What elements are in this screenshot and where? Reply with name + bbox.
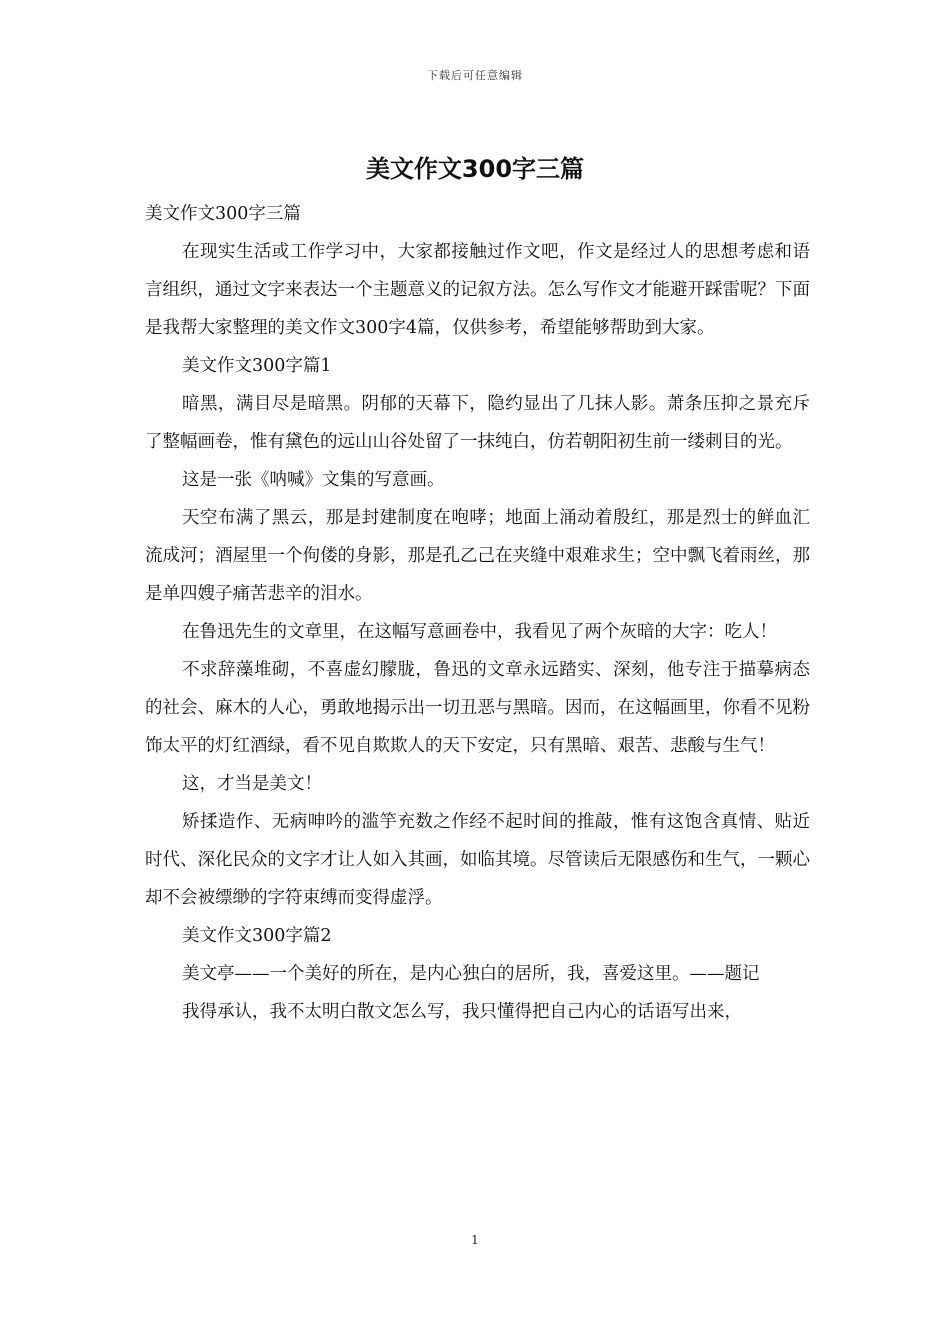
paragraph: 矫揉造作、无病呻吟的滥竽充数之作经不起时间的推敲，惟有这饱含真情、贴近时代、深化民众的文字才让人如入其画，如临其境。尽管读后无限感伤和生气，一颗心却不会被缥缈的字符束缚而变得虚浮。 (145, 812, 810, 908)
section-heading: 美文作文300字篇1 (182, 356, 332, 376)
header-note: 下载后可任意编辑 (427, 69, 523, 82)
paragraph: 美文亭——一个美好的所在，是内心独白的居所，我，喜爱这里。——题记 (182, 964, 760, 984)
document-title: 美文作文300字三篇 (365, 155, 585, 183)
paragraph: 我得承认，我不太明白散文怎么写，我只懂得把自己内心的话语写出来， (182, 1002, 742, 1022)
paragraph: 这，才当是美文！ (182, 774, 322, 794)
document-body (145, 195, 810, 1031)
paragraph: 这是一张《呐喊》文集的写意画。 (182, 470, 445, 490)
section-heading: 美文作文300字篇2 (182, 926, 332, 946)
paragraph: 不求辞藻堆砌，不喜虚幻朦胧，鲁迅的文章永远踏实、深刻，他专注于描摹病态的社会、麻木的人心，勇敢地揭示出一切丑恶与黑暗。因而，在这幅画里，你看不见粉饰太平的灯红酒绿，看不见自欺欺人的天下安定，只有黑暗、艰苦、悲酸与生气！ (145, 660, 810, 756)
paragraph: 在现实生活或工作学习中，大家都接触过作文吧，作文是经过人的思想考虑和语言组织，通过文字来表达一个主题意义的记叙方法。怎么写作文才能避开踩雷呢？下面是我帮大家整理的美文作文300字4篇，仅供参考，希望能够帮助到大家。 (145, 242, 810, 338)
paragraph: 暗黑，满目尽是暗黑。阴郁的天幕下，隐约显出了几抹人影。萧条压抑之景充斥了整幅画卷，惟有黛色的远山山谷处留了一抹纯白，仿若朝阳初生前一缕刺目的光。 (145, 394, 810, 452)
paragraph: 在鲁迅先生的文章里，在这幅写意画卷中，我看见了两个灰暗的大字：吃人！ (182, 622, 777, 642)
page-number: 1 (471, 1233, 479, 1247)
paragraph: 美文作文300字三篇 (145, 204, 301, 224)
paragraph: 天空布满了黑云，那是封建制度在咆哮；地面上涌动着殷红，那是烈士的鲜血汇流成河；酒屋里一个佝偻的身影，那是孔乙己在夹缝中艰难求生；空中飘飞着雨丝，那是单四嫂子痛苦悲辛的泪水。 (145, 508, 810, 604)
